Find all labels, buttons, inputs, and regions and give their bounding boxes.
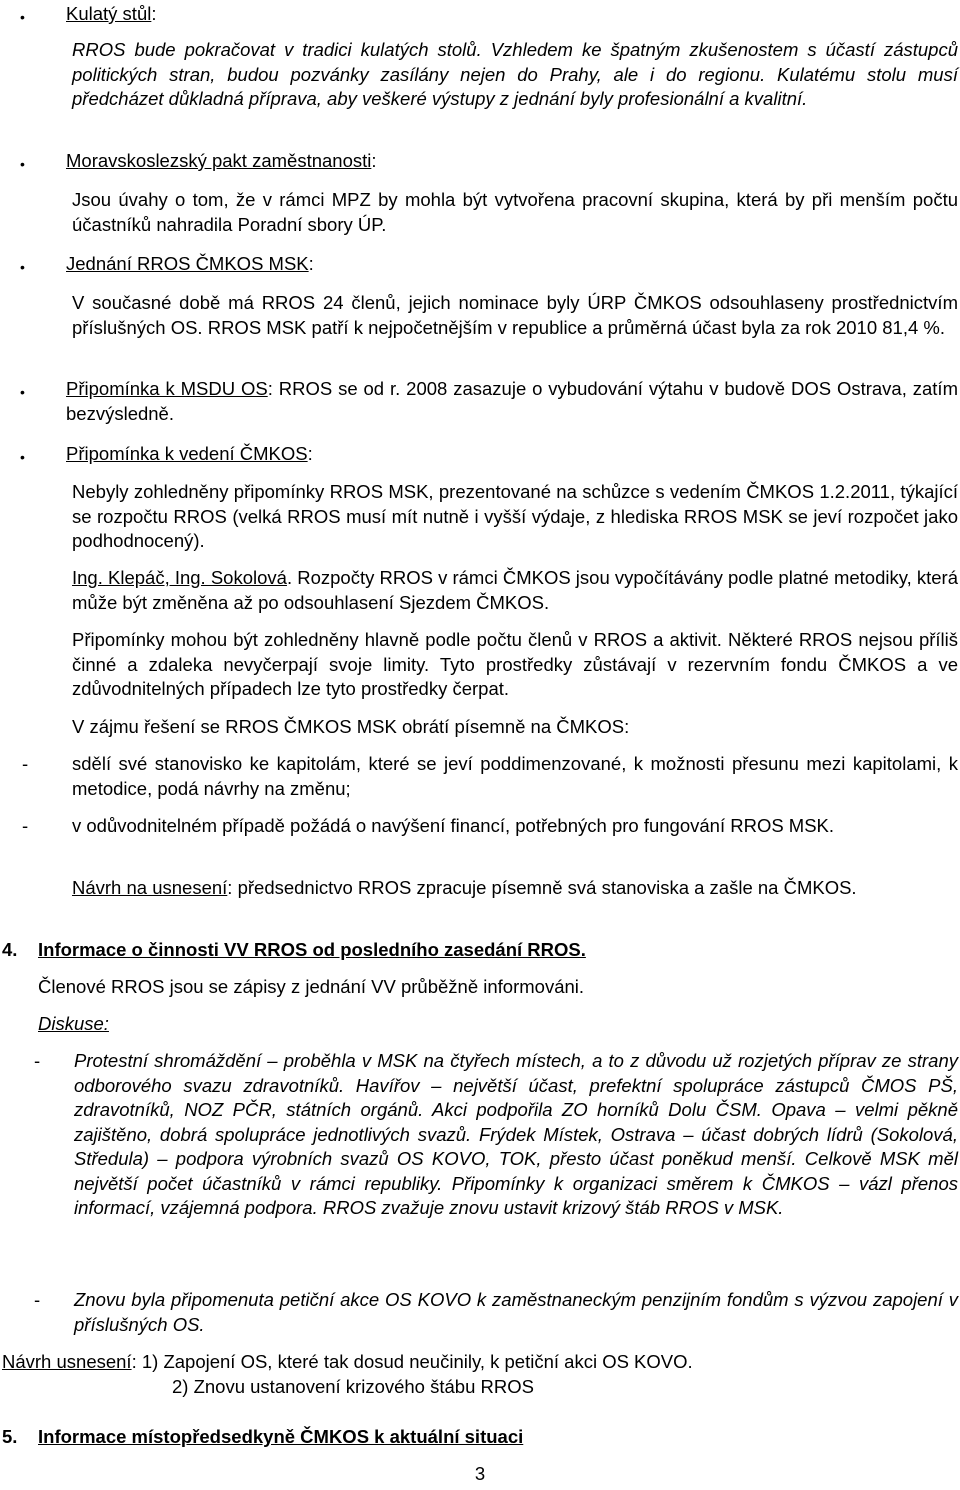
bullet-marker: • — [20, 259, 25, 275]
section-heading-kulaty-stul — [66, 2, 157, 27]
names-underlined: Ing. Klepáč, Ing. Sokolová — [72, 567, 287, 588]
heading-text: Kulatý stůl — [66, 3, 152, 24]
dash-item-peticni: Znovu byla připomenuta petiční akce OS KOVO k zaměstnaneckým penzijním fondům s výzvou zapojení v příslušných OS. — [74, 1289, 958, 1335]
navrh-item-1: : 1) Zapojení OS, které tak dosud neučinily, k petiční akci OS KOVO. — [131, 1351, 693, 1372]
dash-item-1: sdělí své stanovisko ke kapitolám, které se jeví poddimenzované, k možnosti přesunu mezi kapitolami, k metodice, podá návrhy na změnu; — [72, 753, 958, 799]
section-heading-vedeni — [66, 442, 313, 467]
dash-item-2: v odůvodnitelném případě požádá o navýšení financí, potřebných pro fungování RROS MSK. — [72, 815, 835, 836]
section-number: 5. — [2, 1426, 18, 1447]
navrh-label: Návrh na usnesení — [72, 877, 228, 898]
navrh-usneseni — [2, 1350, 693, 1375]
page-number: 3 — [474, 1463, 486, 1484]
navrh-item-2: 2) Znovu ustanovení krizového štábu RROS — [172, 1376, 534, 1397]
paragraph-msdu — [66, 377, 958, 426]
bullet-marker: • — [20, 156, 25, 172]
dash-marker: - — [22, 815, 29, 836]
section-heading-jednani — [66, 252, 314, 277]
dash-marker: - — [34, 1050, 41, 1071]
heading-colon: : — [151, 3, 157, 24]
paragraph-mpz: Jsou úvahy o tom, že v rámci MPZ by mohla být vytvořena pracovní skupina, která by při menším počtu účastníků nahradila Poradní sbory ÚP. — [72, 189, 958, 235]
bullet-marker: • — [20, 449, 25, 465]
dash-item-protestni: Protestní shromáždění – proběhla v MSK na čtyřech místech, a to z důvodu už rozjetých příprav ze strany odborového svazu zdravotníků. Havířov – největší účast, prefektní spolupráce zástupců ČMOS PŠ, zdravotníků, NOZ PČR, státních orgánů. Akci podpořila ZO horníků Dolu ČSM. Opava – velmi pěkně zajištěno, dobrá spolupráce jednotlivých svazů. Frýdek Místek, Ostrava – účast dobrých lídrů (Sokolová, Středula) – podpora výrobních svazů OS KOVO, TOK, přesto účast poněkud menší. Celkově MSK měl největší počet účastníků v rámci republiky. Připomínky k organizaci směrem k ČMKOS – vázl přenos informací, vzájemná podpora. RROS zvažuje znovu ustavit krizový štáb RROS v MSK. — [74, 1050, 958, 1218]
paragraph-text: : RROS se od r. 2008 zasazuje o vybudování výtahu v budově DOS Ostrava, zatím bezvýsledně. — [66, 378, 958, 424]
heading-text: Moravskoslezský pakt zaměstnanosti — [66, 150, 372, 171]
paragraph-kulaty-stul: RROS bude pokračovat v tradici kulatých stolů. Vzhledem ke špatným zkušenostem s účastí zástupců politických stran, budou pozvánky zasílány nejen do Prahy, ale i do regionu. Kulatému stolu musí předcházet důkladná příprava, aby veškeré výstupy z jednání byly profesionální a kvalitní. — [72, 39, 958, 109]
paragraph-vedeni-3: Připomínky mohou být zohledněny hlavně podle počtu členů v RROS a aktivit. Některé RROS nejsou příliš činné a zdaleka nevyčerpají svoje limity. Tyto prostředky zůstávají v rezervním fondu ČMKOS a ve zdůvodnitelných případech lze tyto prostředky čerpat. — [72, 629, 958, 699]
paragraph-text: . Rozpočty RROS v rámci ČMKOS jsou vypočítávány podle platné metodiky, která může být změněna až po odsouhlasení Sjezdem ČMKOS. — [72, 567, 959, 613]
paragraph-jednani: V současné době má RROS 24 členů, jejich nominace byly ÚRP ČMKOS odsouhlaseny prostřednictvím příslušných OS. RROS MSK patří k nejpočetnějším v republice a průměrná účast byla za rok 2010 81,4 %. — [72, 292, 958, 338]
heading-text: Připomínka k vedení ČMKOS — [66, 443, 308, 464]
diskuse-label: Diskuse: — [38, 1013, 109, 1034]
bullet-marker: • — [20, 384, 25, 400]
section-heading-mistopredsedkyne: Informace místopředsedkyně ČMKOS k aktuální situaci — [38, 1426, 524, 1447]
dash-marker: - — [34, 1289, 41, 1310]
paragraph-vedeni-2 — [72, 566, 958, 615]
navrh-text: : předsednictvo RROS zpracuje písemně svá stanoviska a zašle na ČMKOS. — [227, 877, 857, 898]
navrh-label: Návrh usnesení — [2, 1351, 132, 1372]
bullet-marker: • — [20, 9, 25, 25]
section-heading-informace-vv: Informace o činnosti VV RROS od posledního zasedání RROS. — [38, 939, 586, 960]
paragraph-clenove: Členové RROS jsou se zápisy z jednání VV průběžně informováni. — [38, 976, 585, 997]
navrh-na-usneseni — [72, 876, 958, 901]
paragraph-vedeni-4: V zájmu řešení se RROS ČMKOS MSK obrátí písemně na ČMKOS: — [72, 716, 630, 737]
heading-colon: : — [371, 150, 377, 171]
section-heading-mpz — [66, 149, 377, 174]
section-number: 4. — [2, 939, 18, 960]
paragraph-vedeni-1: Nebyly zohledněny připomínky RROS MSK, prezentované na schůzce s vedením ČMKOS 1.2.2011, týkající se rozpočtu RROS (velká RROS musí mít nutně i vyšší výdaje, z hlediska RROS MSK se jeví rozpočet jako podhodnocený). — [72, 481, 958, 551]
heading-text: Jednání RROS ČMKOS MSK — [66, 253, 309, 274]
heading-colon: : — [307, 443, 313, 464]
dash-marker: - — [22, 753, 29, 774]
heading-colon: : — [308, 253, 314, 274]
heading-text: Připomínka k MSDU OS — [66, 378, 268, 399]
